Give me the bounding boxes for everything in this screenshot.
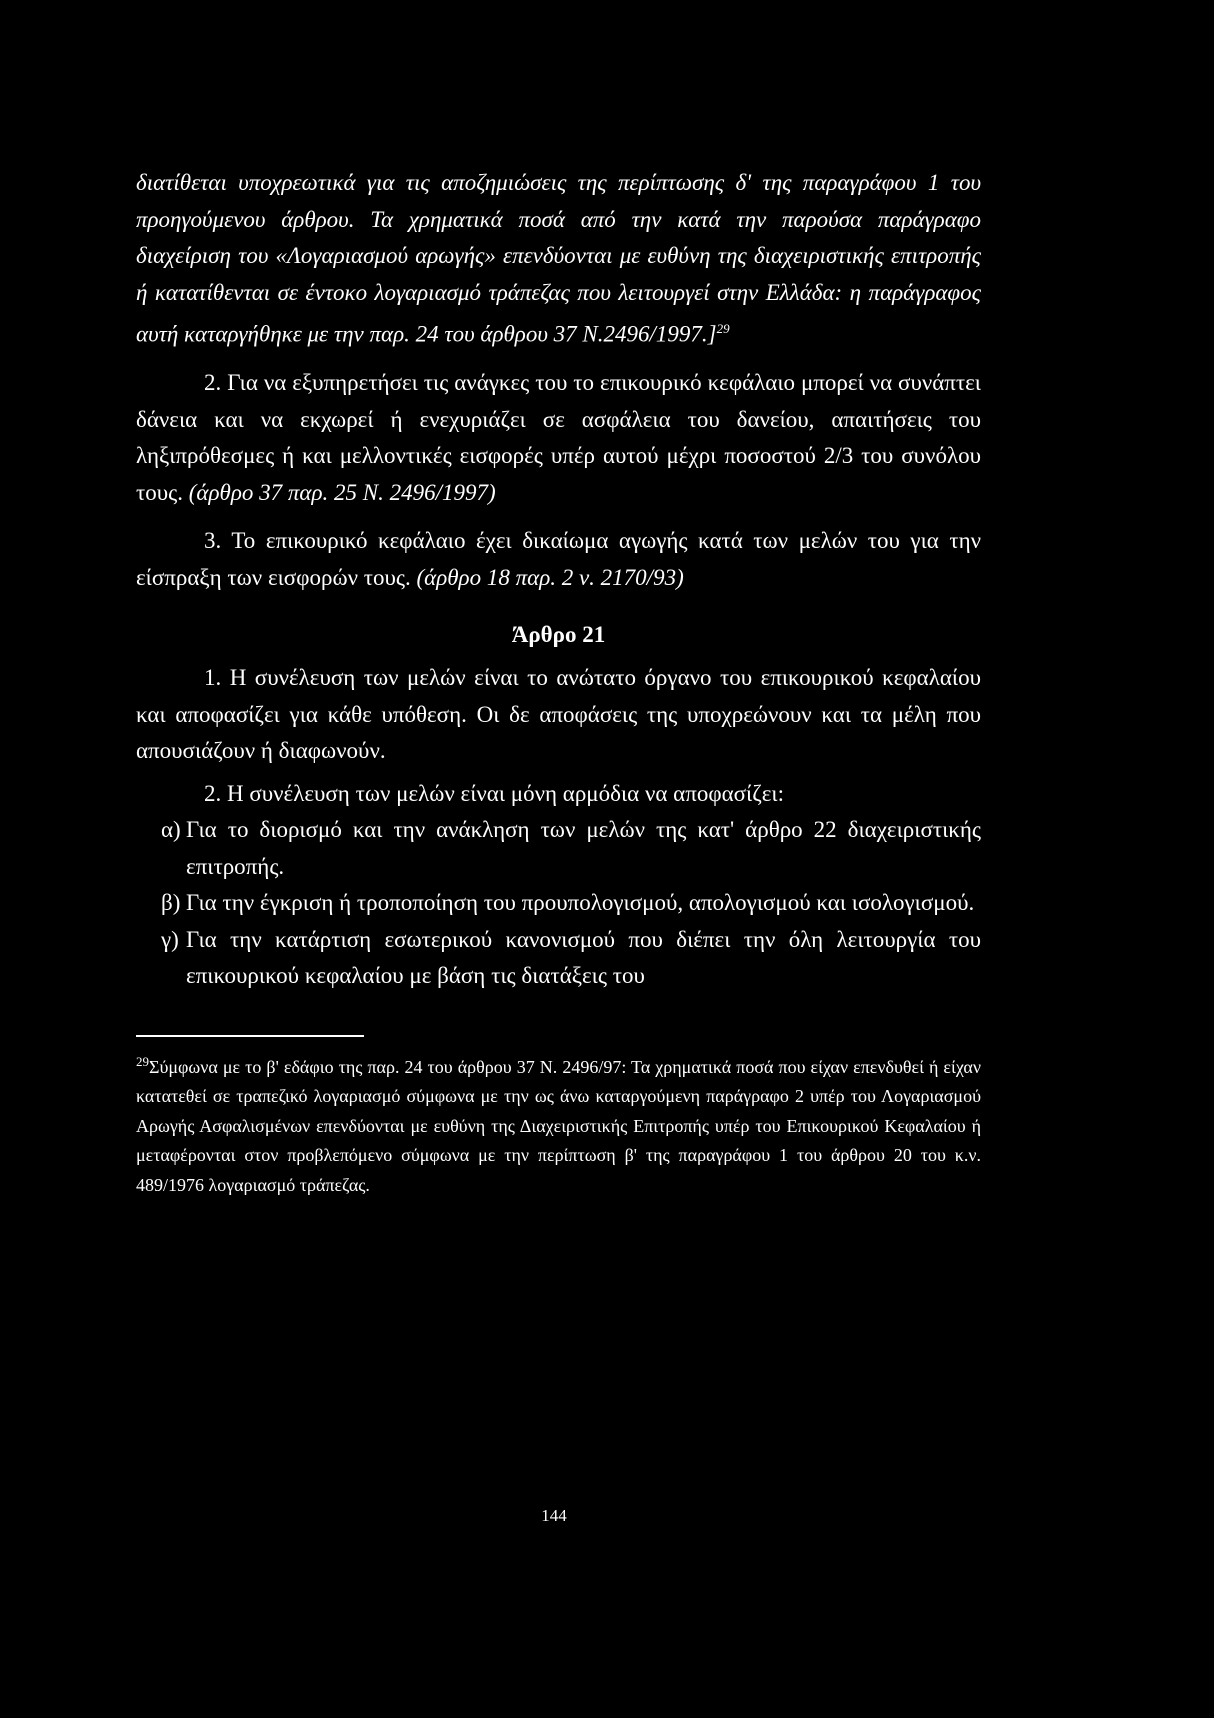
list-item-marker: α) <box>161 817 181 843</box>
continuation-text: διατίθεται υποχρεωτικά για τις αποζημιώσεις της περίπτωσης δ' της παραγράφου 1 του προηγούμενου άρθρου. Τα χρηματικά ποσά από την κατά την παρούσα παράγραφο διαχείριση του «Λογαριασμού αρωγής» επενδύονται με ευθύνη της διαχειριστικής επιτροπής ή κατατίθενται σε έντοκο λογαριασμό τράπεζας που λειτουργεί στην Ελλάδα: η παράγραφος αυτή καταργήθηκε με την παρ. 24 του άρθρου 37 Ν.2496/1997.] <box>136 170 981 347</box>
paragraph-2-reference: (άρθρο 37 παρ. 25 Ν. 2496/1997) <box>188 479 496 505</box>
paragraph-3 <box>136 523 981 596</box>
list-item-text: Για την έγκριση ή τροποποίηση του προυπολογισμού, απολογισμού και ισολογισμού. <box>186 890 975 916</box>
footnote-text: Σύμφωνα με το β' εδάφιο της παρ. 24 του άρθρου 37 Ν. 2496/97: Τα χρηματικά ποσά που είχαν επενδυθεί ή είχαν κατατεθεί σε τραπεζικό λογαριασμό σύμφωνα με την ως άνω καταργούμενη παράγραφο 2 υπέρ του Λογαριασμού Αρωγής Ασφαλισμένων επενδύονται με ευθύνη της Διαχειριστικής Επιτροπής υπέρ του Επικουρικού Κεφαλαίου ή μεταφέρονται στον προβλεπόμενο σύμφωνα με την περίπτωση β' της παραγράφου 1 του άρθρου 20 του κ.ν. 489/1976 λογαριασμό τράπεζας. <box>136 1056 981 1195</box>
paragraph-3-reference: (άρθρο 18 παρ. 2 ν. 2170/93) <box>416 564 684 590</box>
continuation-paragraph <box>136 165 981 353</box>
article-heading: Άρθρο 21 <box>511 622 606 648</box>
list-item <box>136 885 981 922</box>
footnote-divider <box>136 1035 364 1037</box>
page-body <box>136 165 981 1200</box>
list-item-text: Για το διορισμό και την ανάκληση των μελών της κατ' άρθρο 22 διαχειριστικής επιτροπής. <box>186 817 981 879</box>
article-paragraph-2: 2. Η συνέλευση των μελών είναι μόνη αρμόδια να αποφασίζει: <box>204 780 784 806</box>
paragraph-2 <box>136 365 981 511</box>
footnote <box>136 1047 981 1201</box>
paragraph-2-text: 2. Για να εξυπηρετήσει τις ανάγκες του το επικουρικό κεφάλαιο μπορεί να συνάπτει δάνεια και να εκχωρεί ή ενεχυριάζει σε ασφάλεια του δανείου, απαιτήσεις του ληξιπρόθεσμες ή και μελλοντικές εισφορές υπέρ αυτού μέχρι ποσοστού 2/3 του συνόλου τους. <box>136 370 981 505</box>
list-item-marker: β) <box>161 890 181 916</box>
footnote-number: 29 <box>136 1053 149 1069</box>
list-item <box>136 922 981 995</box>
article-paragraph-1: 1. Η συνέλευση των μελών είναι το ανώτατο όργανο του επικουρικού κεφαλαίου και αποφασίζει για κάθε υπόθεση. Οι δε αποφάσεις της υποχρεώνουν και τα μέλη που απουσιάζουν ή διαφωνούν. <box>136 665 981 764</box>
list-item-marker: γ) <box>161 926 179 952</box>
footnote-reference: 29 <box>716 321 730 336</box>
list-item <box>136 812 981 885</box>
page-number: 144 <box>541 1506 567 1525</box>
paragraph-3-text: 3. Το επικουρικό κεφάλαιο έχει δικαίωμα αγωγής κατά των μελών του για την είσπραξη των εισφορών τους. <box>136 528 981 590</box>
list-item-text: Για την κατάρτιση εσωτερικού κανονισμού που διέπει την όλη λειτουργία του επικουρικού κεφαλαίου με βάση τις διατάξεις του <box>186 926 981 989</box>
